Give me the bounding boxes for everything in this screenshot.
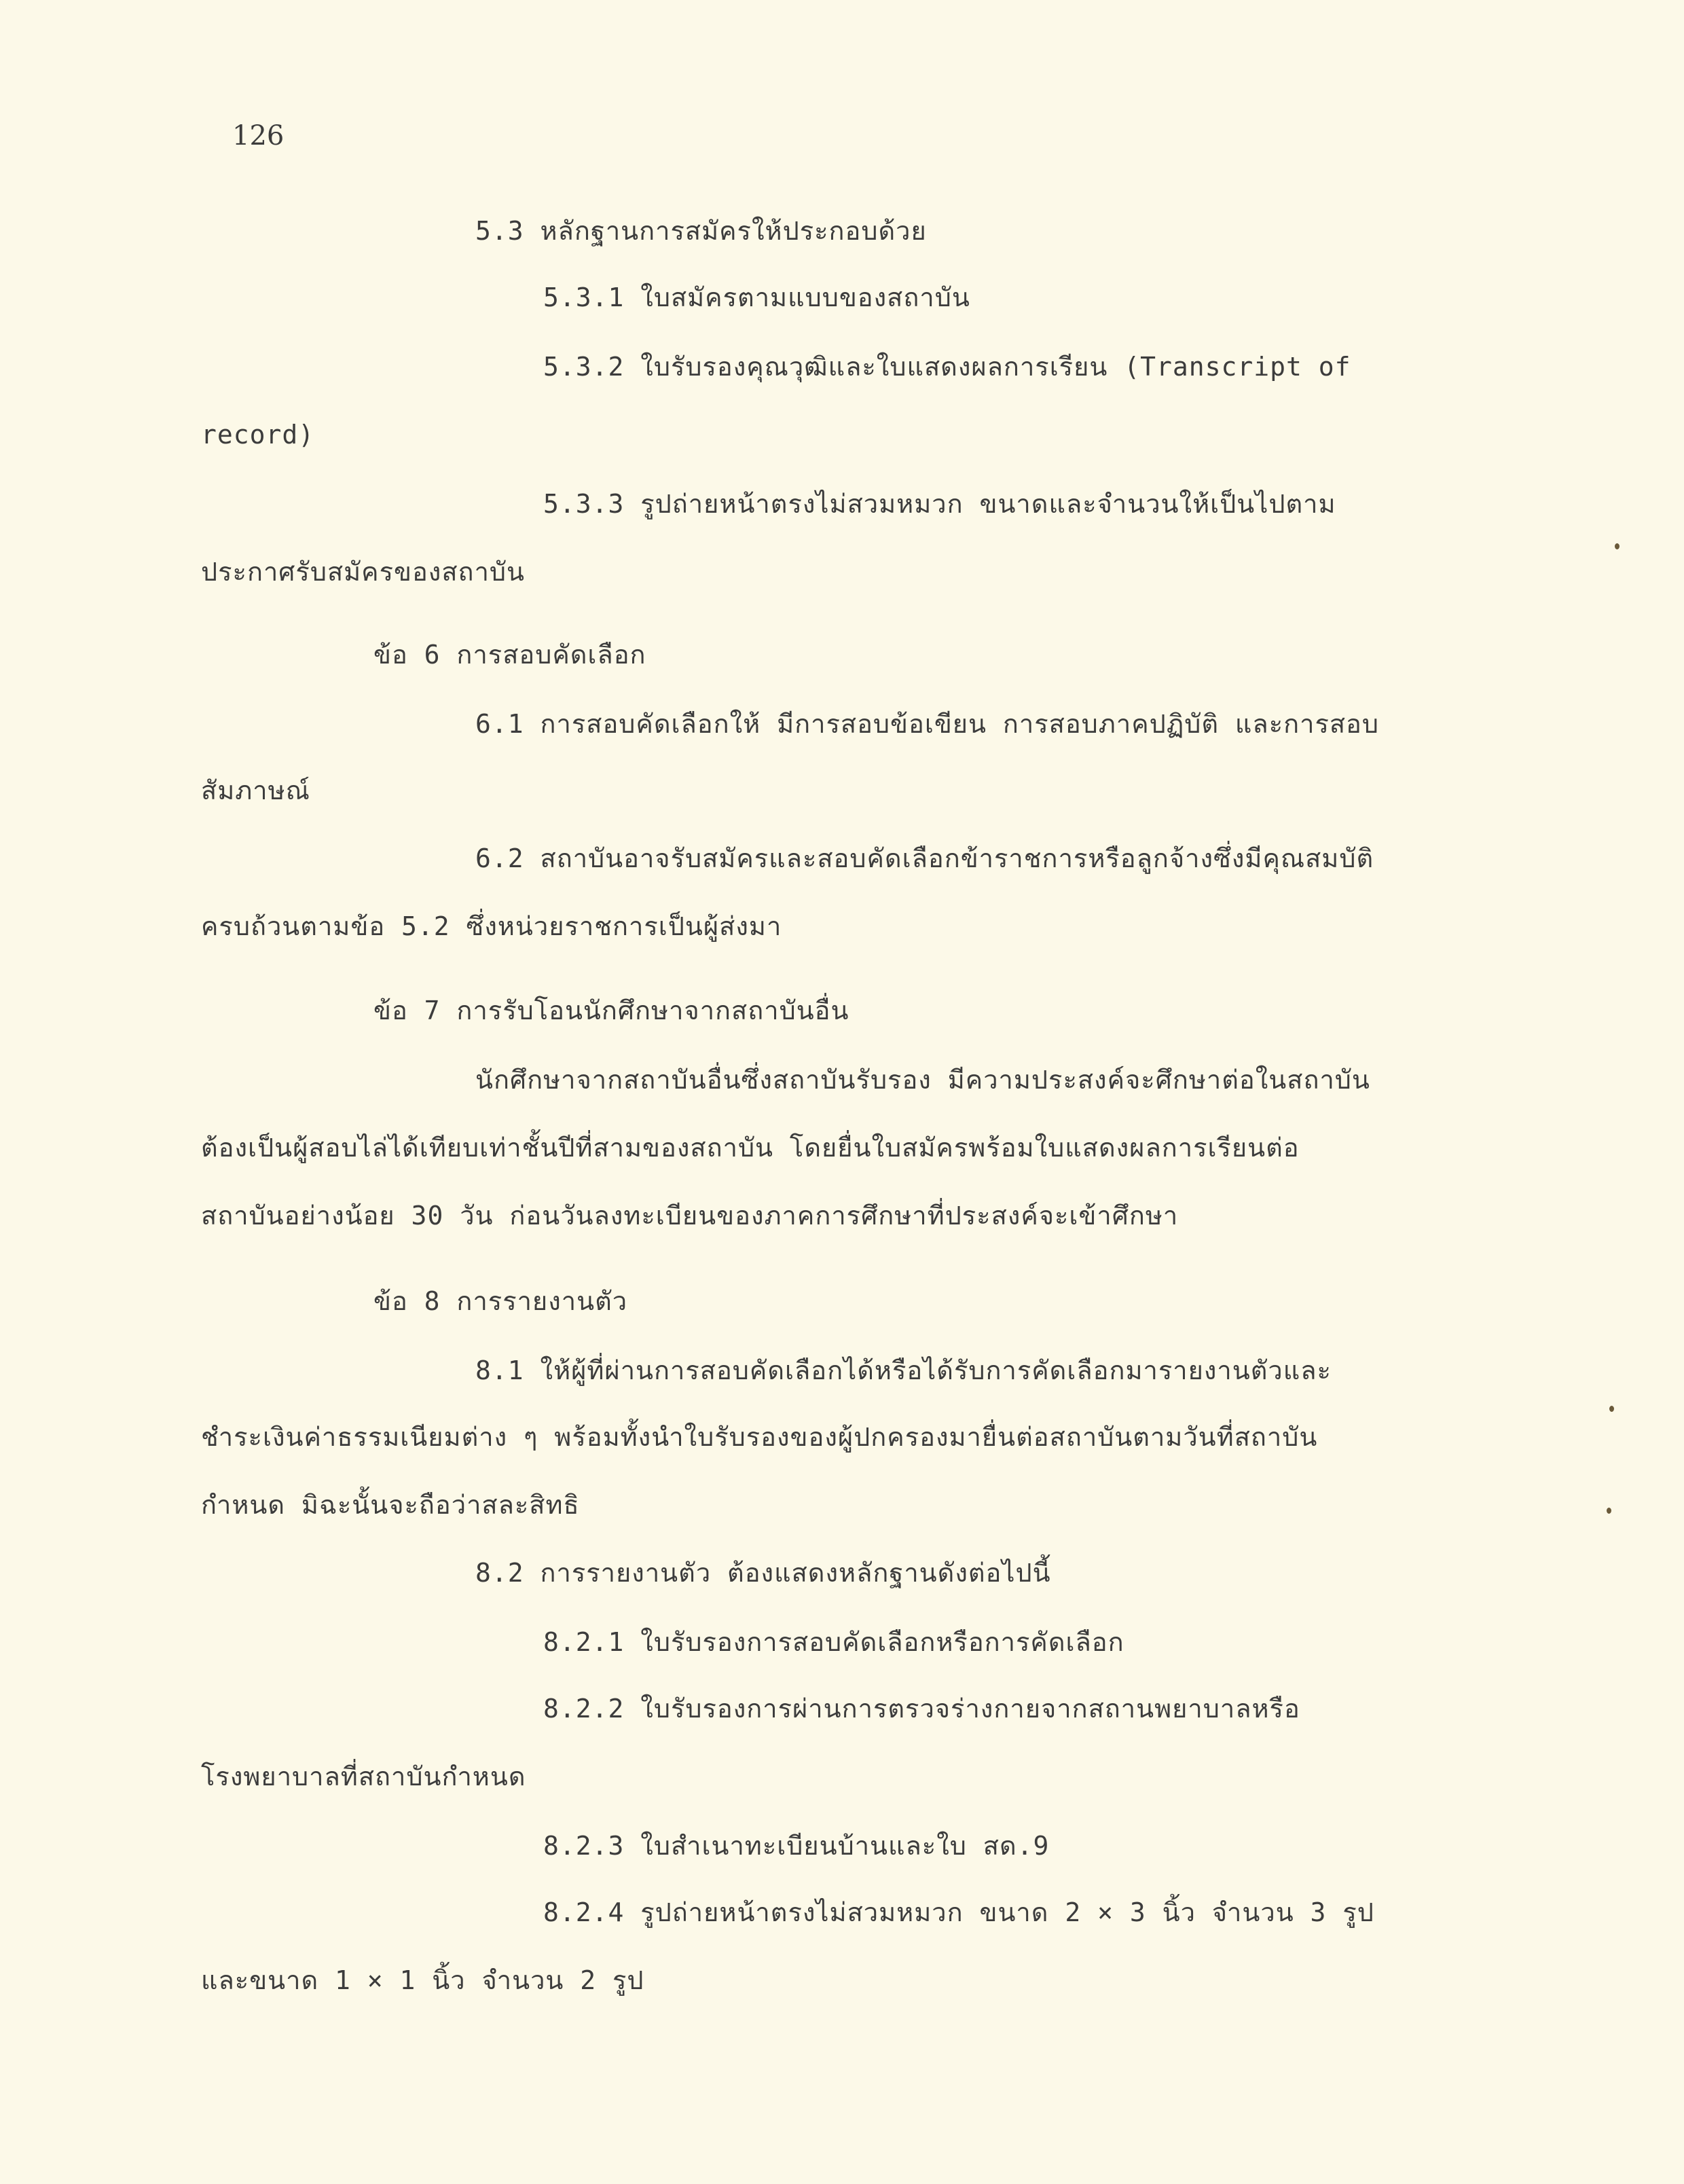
item-8-1: 8.1 ให้ผู้ที่ผ่านการสอบคัดเลือกได้หรือได้รับการคัดเลือกมารายงานตัวและ xyxy=(475,1355,1332,1385)
item-8-2-4: 8.2.4 รูปถ่ายหน้าตรงไม่สวมหมวก ขนาด 2 × 3 นิ้ว จำนวน 3 รูป xyxy=(543,1897,1374,1927)
clause-8-heading: ข้อ 8 การรายงานตัว xyxy=(373,1286,628,1316)
clause-7-paragraph-line-3: สถาบันอย่างน้อย 30 วัน ก่อนวันลงทะเบียนของภาคการศึกษาที่ประสงค์จะเข้าศึกษา xyxy=(201,1201,1179,1231)
item-8-2-4-cont: และขนาด 1 × 1 นิ้ว จำนวน 2 รูป xyxy=(201,1965,644,1995)
paper-speck xyxy=(1607,1508,1611,1514)
clause-7-paragraph-line-1: นักศึกษาจากสถาบันอื่นซึ่งสถาบันรับรอง มีความประสงค์จะศึกษาต่อในสถาบัน xyxy=(475,1065,1370,1095)
item-8-2-2-cont: โรงพยาบาลที่สถาบันกำหนด xyxy=(201,1762,526,1791)
item-5-3-3: 5.3.3 รูปถ่ายหน้าตรงไม่สวมหมวก ขนาดและจำนวนให้เป็นไปตาม xyxy=(543,489,1336,519)
item-8-1-cont-1: ชำระเงินค่าธรรมเนียมต่าง ๆ พร้อมทั้งนำใบรับรองของผู้ปกครองมายื่นต่อสถาบันตามวันที่สถาบัน xyxy=(201,1422,1318,1452)
item-6-1-cont: สัมภาษณ์ xyxy=(201,776,310,805)
item-8-2-1: 8.2.1 ใบรับรองการสอบคัดเลือกหรือการคัดเลือก xyxy=(543,1627,1124,1657)
item-8-2-3: 8.2.3 ใบสำเนาทะเบียนบ้านและใบ สด.9 xyxy=(543,1831,1050,1861)
clause-7-paragraph-line-2: ต้องเป็นผู้สอบไล่ได้เทียบเท่าชั้นปีที่สามของสถาบัน โดยยื่นใบสมัครพร้อมใบแสดงผลการเรียนต่อ xyxy=(201,1133,1300,1163)
paper-speck xyxy=(1609,1406,1614,1412)
item-6-2-cont: ครบถ้วนตามข้อ 5.2 ซึ่งหน่วยราชการเป็นผู้ส่งมา xyxy=(201,911,782,941)
clause-6-heading: ข้อ 6 การสอบคัดเลือก xyxy=(373,640,646,670)
page-number: 126 xyxy=(232,120,285,151)
item-8-1-cont-2: กำหนด มิฉะนั้นจะถือว่าสละสิทธิ xyxy=(201,1490,580,1520)
item-5-3-3-cont: ประกาศรับสมัครของสถาบัน xyxy=(201,557,526,587)
paper-speck xyxy=(1615,543,1619,549)
clause-7-heading: ข้อ 7 การรับโอนนักศึกษาจากสถาบันอื่น xyxy=(373,996,849,1025)
item-5-3-2: 5.3.2 ใบรับรองคุณวุฒิและใบแสดงผลการเรียน (Transcript of xyxy=(543,352,1351,382)
item-6-2: 6.2 สถาบันอาจรับสมัครและสอบคัดเลือกข้าราชการหรือลูกจ้างซึ่งมีคุณสมบัติ xyxy=(475,843,1374,873)
item-6-1: 6.1 การสอบคัดเลือกให้ มีการสอบข้อเขียน การสอบภาคปฏิบัติ และการสอบ xyxy=(475,709,1380,739)
item-8-2: 8.2 การรายงานตัว ต้องแสดงหลักฐานดังต่อไปนี้ xyxy=(475,1558,1051,1588)
item-5-3-2-cont: record) xyxy=(201,420,315,450)
item-5-3-1: 5.3.1 ใบสมัครตามแบบของสถาบัน xyxy=(543,283,970,312)
section-5-3-heading: 5.3 หลักฐานการสมัครให้ประกอบด้วย xyxy=(475,216,927,246)
item-8-2-2: 8.2.2 ใบรับรองการผ่านการตรวจร่างกายจากสถานพยาบาลหรือ xyxy=(543,1694,1300,1724)
